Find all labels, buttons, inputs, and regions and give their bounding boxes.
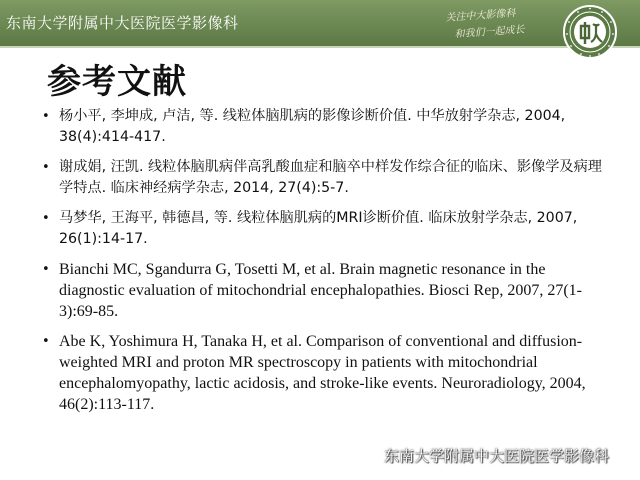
bullet: •	[42, 262, 50, 277]
reference-item	[42, 331, 602, 415]
bullet: •	[42, 334, 50, 349]
motto-line-1: 关注中大影像科	[445, 8, 516, 24]
bullet: •	[42, 211, 50, 226]
reference-text: 杨小平, 李坤成, 卢洁, 等. 线粒体脑肌病的影像诊断价值. 中华放射学杂志, 2004, 38(4):414-417.	[59, 108, 566, 145]
header-band	[0, 0, 640, 46]
hospital-seal-icon	[562, 4, 618, 60]
reference-text: 马梦华, 王海平, 韩德昌, 等. 线粒体脑肌病的MRI诊断价值. 临床放射学杂志, 2007, 26(1):14-17.	[59, 210, 578, 247]
reference-item	[42, 259, 602, 322]
header-title: 东南大学附属中大医院医学影像科	[6, 14, 239, 32]
reference-text: Abe K, Yoshimura H, Tanaka H, et al. Comparison of conventional and diffusion-weighted MRI and proton MR spectroscopy in patients with mitochondrial encephalomyopathy, lactic acidosis, and stroke-like events. Neuroradiology, 2004, 46(2):113-117.	[59, 333, 586, 413]
header-motto	[445, 2, 559, 44]
reference-text: Bianchi MC, Sgandurra G, Tosetti M, et al. Brain magnetic resonance in the diagnostic evaluation of mitochondrial encephalopathies. Biosci Rep, 2007, 27(1-3):69-85.	[59, 261, 582, 320]
header-divider	[0, 46, 640, 48]
wechat-icon	[356, 446, 378, 464]
motto-line-2: 和我们一起成长	[454, 24, 525, 41]
reference-item	[42, 106, 602, 148]
reference-text: 谢成娟, 汪凯. 线粒体脑肌病伴高乳酸血症和脑卒中样发作综合征的临床、影像学及病理学特点. 临床神经病学杂志, 2014, 27(4):5-7.	[59, 159, 602, 196]
reference-list	[42, 106, 602, 424]
page-title: 参考文献	[47, 62, 187, 102]
reference-item	[42, 157, 602, 199]
watermark-text: 东南大学附属中大医院医学影像科	[384, 446, 610, 465]
watermark	[356, 442, 609, 468]
bullet: •	[42, 109, 50, 124]
reference-item	[42, 208, 602, 250]
bullet: •	[42, 160, 50, 175]
